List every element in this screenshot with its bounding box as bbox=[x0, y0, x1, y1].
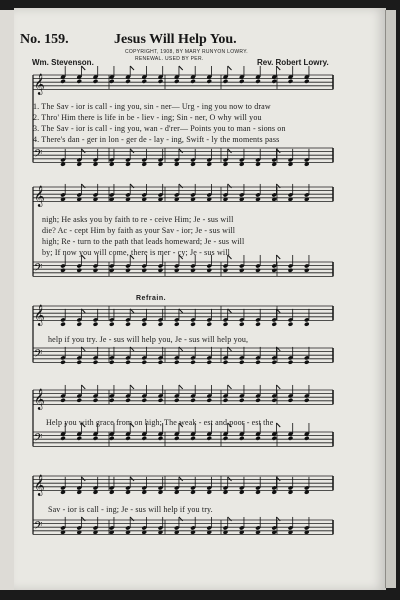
bass-clef-icon: 𝄢 bbox=[34, 148, 43, 163]
note-head bbox=[76, 322, 82, 327]
note-head bbox=[158, 360, 164, 365]
note-head bbox=[239, 79, 245, 84]
note-head bbox=[93, 268, 99, 273]
bass-clef-icon: 𝄢 bbox=[34, 262, 43, 277]
treble-clef-icon: 𝄞 bbox=[34, 389, 45, 410]
note-flag bbox=[179, 477, 183, 481]
note-head bbox=[190, 360, 196, 365]
verse-1-line-1: 1. The Sav - ior is call - ing you, sin - ner— Urg - ing you now to draw bbox=[33, 102, 271, 111]
note-head bbox=[109, 268, 115, 273]
note-head bbox=[239, 398, 245, 403]
note-head bbox=[174, 360, 180, 365]
note-head bbox=[158, 322, 164, 327]
note-head bbox=[223, 322, 229, 327]
note-head bbox=[190, 79, 196, 84]
note-flag bbox=[179, 385, 183, 389]
note-head bbox=[271, 436, 277, 441]
note-head bbox=[60, 398, 66, 403]
note-head bbox=[174, 436, 180, 441]
note-head bbox=[255, 79, 261, 84]
note-head bbox=[60, 360, 66, 365]
renewal-notice: RENEWAL. USED BY PER. bbox=[135, 56, 204, 62]
note-head bbox=[174, 398, 180, 403]
note-head bbox=[141, 436, 147, 441]
note-head bbox=[109, 79, 115, 84]
note-head bbox=[271, 322, 277, 327]
note-flag bbox=[228, 66, 232, 70]
verse-2-line-1: 2. Thro' Him there is life in be - liev - ing; Sin - ner, O why will you bbox=[33, 113, 262, 122]
verse-4-line-2: by; If now you will come, there is mer - cy; Je - sus will bbox=[42, 248, 230, 257]
note-head bbox=[93, 322, 99, 327]
note-head bbox=[288, 360, 294, 365]
note-head bbox=[304, 436, 310, 441]
note-head bbox=[158, 268, 164, 273]
note-head bbox=[304, 322, 310, 327]
lyricist-credit: Wm. Stevenson. bbox=[32, 58, 94, 67]
note-head bbox=[255, 322, 261, 327]
note-head bbox=[141, 360, 147, 365]
note-flag bbox=[130, 477, 134, 481]
note-head bbox=[76, 398, 82, 403]
note-head bbox=[109, 398, 115, 403]
bass-clef-icon: 𝄢 bbox=[34, 432, 43, 447]
note-head bbox=[255, 398, 261, 403]
note-head bbox=[158, 79, 164, 84]
treble-clef-icon: 𝄞 bbox=[34, 186, 45, 207]
note-head bbox=[206, 322, 212, 327]
note-flag bbox=[81, 347, 85, 351]
note-head bbox=[141, 322, 147, 327]
note-flag bbox=[179, 149, 183, 153]
note-head bbox=[125, 268, 131, 273]
note-head bbox=[60, 79, 66, 84]
bass-clef-icon: 𝄢 bbox=[34, 348, 43, 363]
note-head bbox=[271, 360, 277, 365]
note-head bbox=[288, 268, 294, 273]
note-head bbox=[206, 436, 212, 441]
note-head bbox=[304, 398, 310, 403]
note-flag bbox=[130, 385, 134, 389]
copyright-notice: COPYRIGHT, 1908, BY MARY RUNYON LOWRY. bbox=[125, 49, 248, 55]
note-head bbox=[158, 398, 164, 403]
note-head bbox=[174, 268, 180, 273]
note-head bbox=[255, 360, 261, 365]
note-head bbox=[255, 436, 261, 441]
note-head bbox=[288, 79, 294, 84]
note-head bbox=[93, 436, 99, 441]
note-head bbox=[93, 79, 99, 84]
note-head bbox=[174, 79, 180, 84]
note-flag bbox=[228, 347, 232, 351]
note-head bbox=[125, 436, 131, 441]
note-head bbox=[190, 322, 196, 327]
note-head bbox=[125, 360, 131, 365]
note-flag bbox=[228, 149, 232, 153]
note-head bbox=[158, 436, 164, 441]
note-head bbox=[109, 360, 115, 365]
note-head bbox=[206, 398, 212, 403]
note-head bbox=[206, 268, 212, 273]
note-head bbox=[239, 268, 245, 273]
note-head bbox=[125, 322, 131, 327]
refrain-line-2: Help you with grace from on high; The weak - est and poor - est the bbox=[46, 418, 274, 427]
note-head bbox=[271, 79, 277, 84]
note-flag bbox=[276, 423, 280, 427]
note-head bbox=[239, 322, 245, 327]
note-head bbox=[174, 322, 180, 327]
note-head bbox=[76, 360, 82, 365]
note-head bbox=[190, 436, 196, 441]
note-head bbox=[190, 268, 196, 273]
verse-4-line-1: 4. There's dan - ger in lon - ger de - lay - ing, Swift - ly the moments pass bbox=[33, 135, 280, 144]
note-head bbox=[206, 79, 212, 84]
note-flag bbox=[81, 149, 85, 153]
note-head bbox=[125, 398, 131, 403]
note-head bbox=[288, 436, 294, 441]
note-head bbox=[206, 360, 212, 365]
note-head bbox=[223, 398, 229, 403]
note-head bbox=[190, 398, 196, 403]
note-head bbox=[239, 360, 245, 365]
refrain-label: Refrain. bbox=[136, 295, 167, 302]
note-head bbox=[223, 79, 229, 84]
note-head bbox=[304, 360, 310, 365]
note-head bbox=[76, 268, 82, 273]
note-head bbox=[288, 398, 294, 403]
note-head bbox=[60, 436, 66, 441]
note-head bbox=[223, 436, 229, 441]
hymn-number: No. 159. bbox=[20, 32, 69, 47]
verse-2-line-2: die? Ac - cept Him by faith as your Sav - ior; Je - sus will bbox=[42, 226, 236, 235]
note-head bbox=[271, 398, 277, 403]
note-head bbox=[109, 436, 115, 441]
note-head bbox=[60, 322, 66, 327]
verse-3-line-1: 3. The Sav - ior is call - ing you, wan - d'rer— Points you to man - sions on bbox=[33, 124, 286, 133]
note-flag bbox=[130, 347, 134, 351]
note-head bbox=[255, 268, 261, 273]
note-flag bbox=[276, 385, 280, 389]
note-head bbox=[223, 360, 229, 365]
note-head bbox=[288, 322, 294, 327]
treble-clef-icon: 𝄞 bbox=[34, 74, 45, 95]
note-head bbox=[125, 79, 131, 84]
note-flag bbox=[179, 347, 183, 351]
note-head bbox=[141, 79, 147, 84]
note-head bbox=[60, 268, 66, 273]
note-flag bbox=[276, 255, 280, 259]
note-flag bbox=[81, 385, 85, 389]
note-head bbox=[271, 268, 277, 273]
note-flag bbox=[81, 477, 85, 481]
bass-clef-icon: 𝄢 bbox=[34, 520, 43, 535]
treble-clef-icon: 𝄞 bbox=[34, 305, 45, 326]
note-flag bbox=[130, 66, 134, 70]
treble-clef-icon: 𝄞 bbox=[34, 475, 45, 496]
hymn-title: Jesus Will Help You. bbox=[114, 32, 237, 47]
note-head bbox=[304, 79, 310, 84]
refrain-line-1: help if you try. Je - sus will help you, Je - sus will help you, bbox=[48, 335, 249, 344]
note-head bbox=[76, 79, 82, 84]
verse-3-line-2: high; Re - turn to the path that leads homeward; Je - sus will bbox=[42, 237, 245, 246]
composer-credit: Rev. Robert Lowry. bbox=[257, 58, 329, 67]
note-head bbox=[93, 360, 99, 365]
note-head bbox=[223, 268, 229, 273]
verse-1-line-2: nigh; He asks you by faith to re - ceive Him; Je - sus will bbox=[42, 215, 234, 224]
note-flag bbox=[179, 66, 183, 70]
note-flag bbox=[228, 477, 232, 481]
note-head bbox=[304, 268, 310, 273]
refrain-line-3: Sav - ior is call - ing; Je - sus will help if you try. bbox=[48, 505, 213, 514]
note-head bbox=[141, 268, 147, 273]
note-head bbox=[239, 436, 245, 441]
note-head bbox=[93, 398, 99, 403]
note-head bbox=[141, 398, 147, 403]
note-flag bbox=[130, 149, 134, 153]
note-flag bbox=[228, 385, 232, 389]
note-head bbox=[109, 322, 115, 327]
note-head bbox=[76, 436, 82, 441]
